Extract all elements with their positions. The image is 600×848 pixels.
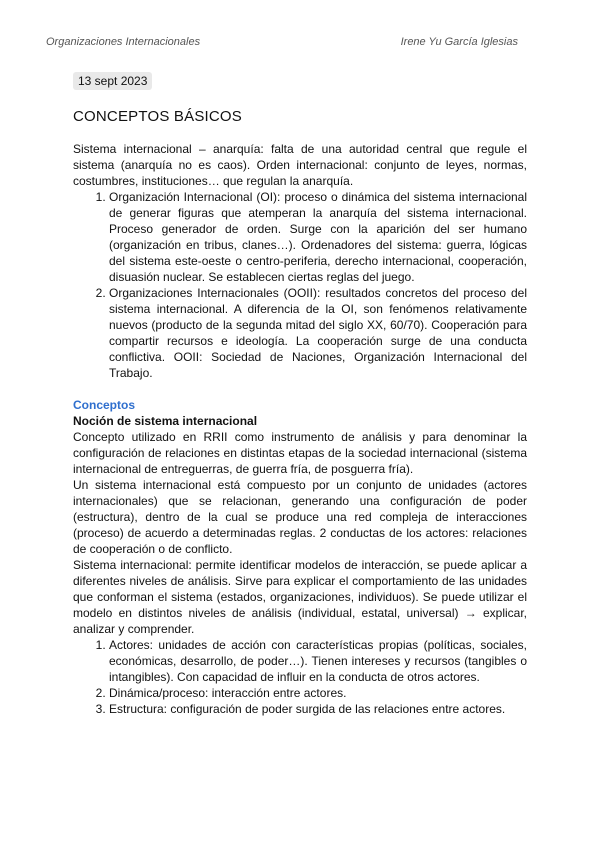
- body-paragraph: Sistema internacional: permite identificar modelos de interacción, se puede aplicar a diferentes niveles de análisis. Sirve para explicar el comportamiento de las unidades que conforman el sistema (estados, organizaciones, individuos). Se puede utilizar el modelo en distintos niveles de análisis (individual, estatal, universal) → explicar, analizar y comprender.: [73, 558, 527, 636]
- list-item: 2. Dinámica/proceso: interacción entre actores.: [109, 685, 527, 701]
- list-item: 3. Estructura: configuración de poder surgida de las relaciones entre actores.: [109, 701, 527, 717]
- subsection-heading: Noción de sistema internacional: [73, 414, 258, 428]
- page-header: [46, 36, 518, 48]
- list-item: 1. Organización Internacional (OI): proceso o dinámica del sistema internacional de generar figuras que atemperan la anarquía del sistema internacional. Proceso generador de orden. Surge con la aparición del ser humano (organización en tribus, clanes…). Ordenadores del sistema: guerra, lógicas del sistema este-oeste o centro-periferia, derecho internacional, cooperación, disuasión nuclear. Se establecen ciertas reglas del juego.: [109, 189, 527, 285]
- page-title: CONCEPTOS BÁSICOS: [73, 108, 242, 125]
- list-item: 1. Actores: unidades de acción con características propias (políticas, sociales, económicas, desarrollo, de poder…). Tienen intereses y recursos (tangibles o intangibles). Con capacidad de influir en la conducta de otros actores.: [109, 637, 527, 685]
- document-body: [73, 72, 527, 717]
- intro-paragraph: Sistema internacional – anarquía: falta de una autoridad central que regule el sistema (anarquía no es caos). Orden internacional: conjunto de leyes, normas, costumbres, instituciones… que regulan la anarquía.: [73, 142, 527, 188]
- section-heading: Conceptos: [73, 398, 136, 412]
- header-course-title: Organizaciones Internacionales: [46, 36, 201, 48]
- date-chip[interactable]: 13 sept 2023: [73, 72, 152, 90]
- intro-list: [73, 189, 527, 381]
- list-item: 2. Organizaciones Internacionales (OOII): resultados concretos del proceso del sistema internacional. A diferencia de la OI, son fenómenos relativamente nuevos (producto de la segunda mitad del siglo XX, 60/70). Cooperación para compartir recursos e ideología. La cooperación surge de una conducta conflictiva. OOII: Sociedad de Naciones, Organización Internacional del Trabajo.: [109, 285, 527, 381]
- header-author: Irene Yu García Iglesias: [400, 36, 518, 48]
- body-paragraph: Un sistema internacional está compuesto por un conjunto de unidades (actores internacionales) que se relacionan, generando una configuración de poder (estructura), dentro de la cual se produce una red compleja de interacciones (proceso) de acuerdo a determinadas reglas. 2 conductas de los actores: relaciones de cooperación o de conflicto.: [73, 478, 527, 556]
- body-paragraph: Concepto utilizado en RRII como instrumento de análisis y para denominar la configuración de relaciones en distintas etapas de la sociedad internacional (sistema internacional de entreguerras, de guerra fría, de posguerra fría).: [73, 430, 527, 476]
- concepts-list: [73, 637, 527, 717]
